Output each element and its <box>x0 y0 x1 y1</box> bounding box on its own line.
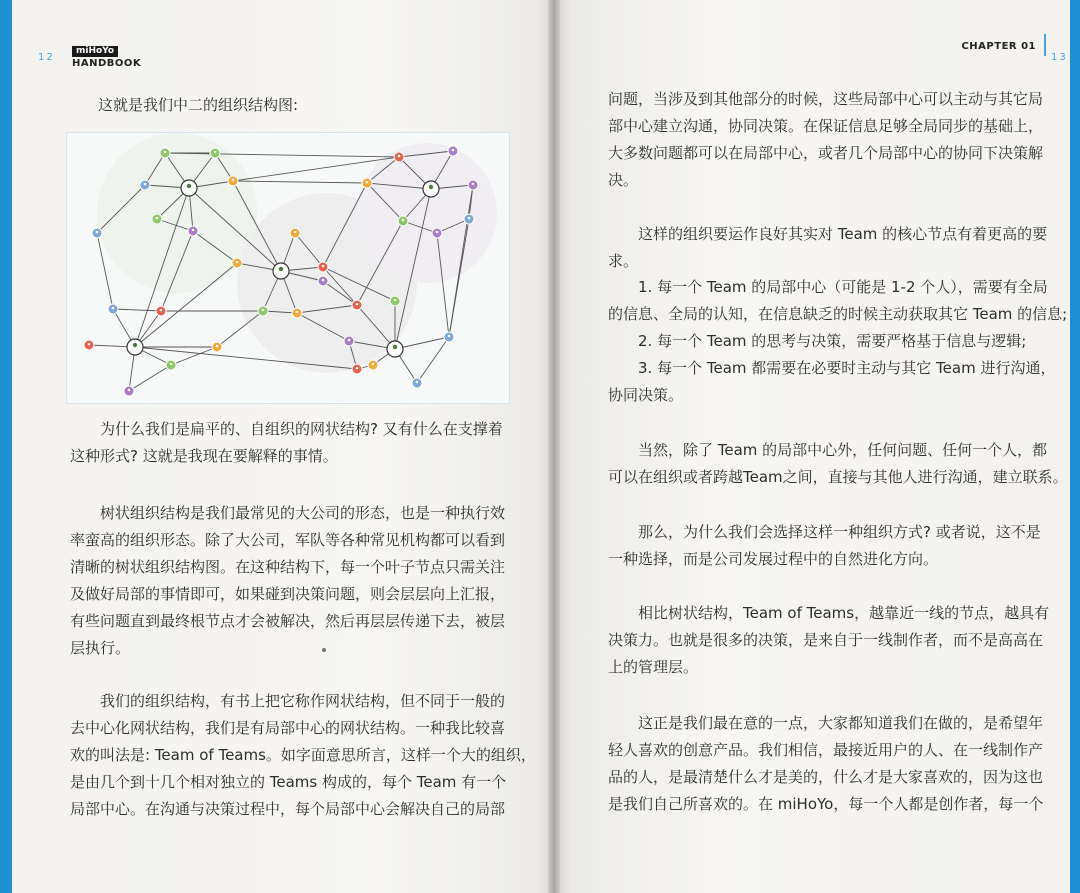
person-node-icon <box>214 151 217 154</box>
text-line: 决。 <box>608 171 639 189</box>
text-line: 这种形式? 这就是我现在要解释的事情。 <box>70 447 338 465</box>
person-node-icon <box>402 219 405 222</box>
text-line: 树状组织结构是我们最常见的大公司的形态，也是一种执行效 <box>100 504 506 522</box>
person-node-icon <box>112 307 115 310</box>
book-edge-right <box>1070 0 1080 893</box>
text-line: 是我们自己所喜欢的。在 miHoYo，每一个人都是创作者，每一个 <box>608 795 1044 813</box>
text-line: 为什么我们是扁平的、自组织的网状结构? 又有什么在支撑着 <box>100 420 503 438</box>
person-node-icon <box>348 339 351 342</box>
person-node-icon <box>322 265 325 268</box>
brand-title: HANDBOOK <box>72 58 142 69</box>
text-line: 相比树状结构，Team of Teams，越靠近一线的节点，越具有 <box>638 604 1050 622</box>
person-node-icon <box>366 181 369 184</box>
cluster-blob <box>97 133 257 293</box>
text-line: 轻人喜欢的创意产品。我们相信，最接近用户的人、在一线制作产 <box>608 741 1044 759</box>
person-node-icon <box>416 381 419 384</box>
list-item-line: 3. 每一个 Team 都需要在必要时主动与其它 Team 进行沟通， <box>638 359 1056 377</box>
text-line: 清晰的树状组织结构图。在这种结构下，每一个叶子节点只需关注 <box>70 558 506 576</box>
person-node-icon <box>436 231 439 234</box>
text-line: 这样的组织要运作良好其实对 Team 的核心节点有着更高的要 <box>638 225 1048 243</box>
text-line: 及做好局部的事情即可，如果碰到决策问题，则会层层向上汇报， <box>70 585 506 603</box>
person-node-icon <box>144 183 147 186</box>
paragraph <box>70 416 503 470</box>
person-node-icon <box>156 217 159 220</box>
text-line: 是由几个到十几个相对独立的 Teams 构成的，每个 Team 有一个 <box>70 773 507 791</box>
text-line: 可以在组织或者跨越Team之间，直接与其他人进行沟通，建立联系。 <box>608 468 1068 486</box>
paragraph <box>70 688 536 823</box>
person-node-icon <box>394 299 397 302</box>
text-line: 层执行。 <box>70 639 131 657</box>
text-line: 上的管理层。 <box>608 658 699 676</box>
list-item-line: 协同决策。 <box>608 386 684 404</box>
paragraph <box>608 86 1043 194</box>
book-edge-left <box>0 0 12 893</box>
chapter-divider <box>1044 34 1046 56</box>
requirements-list <box>608 274 1067 409</box>
text-line: 率蛮高的组织形态。除了大公司，军队等各种常见机构都可以看到 <box>70 531 506 549</box>
person-node-icon <box>294 231 297 234</box>
network-diagram <box>67 133 509 403</box>
person-node-icon <box>96 231 99 234</box>
paragraph <box>608 710 1043 818</box>
brand-logo: miHoYo <box>72 46 118 57</box>
text-line: 这正是我们最在意的一点，大家都知道我们在做的，是希望年 <box>638 714 1044 732</box>
list-item-line: 2. 每一个 Team 的思考与决策，需要严格基于信息与逻辑; <box>638 332 1027 350</box>
person-hub-icon <box>393 345 397 349</box>
person-hub-icon <box>187 184 191 188</box>
person-node-icon <box>236 261 239 264</box>
text-line: 当然，除了 Team 的局部中心外，任何问题、任何一个人，都 <box>638 441 1048 459</box>
text-line: 我们的组织结构，有书上把它称作网状结构，但不同于一般的 <box>100 692 506 710</box>
text-line: 部中心建立沟通，协同决策。在保证信息足够全局同步的基础上， <box>608 117 1044 135</box>
person-node-icon <box>452 149 455 152</box>
text-line: 去中心化网状结构，我们是有局部中心的网状结构。一种我比较喜 <box>70 719 506 737</box>
list-item-line: 的信息、全局的认知，在信息缺乏的时候主动获取其它 Team 的信息; <box>608 305 1068 323</box>
paragraph <box>608 437 1068 491</box>
person-hub-icon <box>279 267 283 271</box>
person-node-icon <box>170 363 173 366</box>
org-network-figure <box>66 132 510 404</box>
paragraph <box>70 500 505 662</box>
person-node-icon <box>472 183 475 186</box>
text-line: 欢的叫法是: Team of Teams。如字面意思所言，这样一个大的组织， <box>70 746 536 764</box>
person-node-icon <box>262 309 265 312</box>
text-line: 局部中心。在沟通与决策过程中，每个局部中心会解决自己的局部 <box>70 800 506 818</box>
network-edge <box>129 365 171 391</box>
network-edge <box>113 309 161 311</box>
paragraph <box>608 519 1041 573</box>
paragraph <box>608 221 1047 275</box>
book-gutter <box>548 0 560 893</box>
page-number-right: 13 <box>1051 52 1068 63</box>
person-node-icon <box>88 343 91 346</box>
text-line: 问题，当涉及到其他部分的时候，这些局部中心可以主动与其它局 <box>608 90 1044 108</box>
person-node-icon <box>160 309 163 312</box>
person-node-icon <box>232 179 235 182</box>
text-line: 大多数问题都可以在局部中心，或者几个局部中心的协同下决策解 <box>608 144 1044 162</box>
text-line: 求。 <box>608 252 639 270</box>
text-line: 决策力。也就是很多的决策，是来自于一线制作者，而不是高高在 <box>608 631 1044 649</box>
person-node-icon <box>372 363 375 366</box>
text-line: 有些问题直到最终根节点才会被解决，然后再层层传递下去，被层 <box>70 612 506 630</box>
text-line: 一种选择，而是公司发展过程中的自然进化方向。 <box>608 550 939 568</box>
person-node-icon <box>468 217 471 220</box>
person-node-icon <box>128 389 131 392</box>
network-edge <box>171 347 217 365</box>
person-node-icon <box>356 303 359 306</box>
list-item-line: 1. 每一个 Team 的局部中心（可能是 1-2 个人），需要有全局 <box>638 278 1048 296</box>
text-line: 那么，为什么我们会选择这样一种组织方式? 或者说，这不是 <box>638 523 1041 541</box>
brand-mark <box>72 40 141 69</box>
person-node-icon <box>216 345 219 348</box>
person-node-icon <box>398 155 401 158</box>
person-node-icon <box>448 335 451 338</box>
person-hub-icon <box>429 185 433 189</box>
text-line: 品的人，是最清楚什么才是美的，什么才是大家喜欢的，因为这也 <box>608 768 1044 786</box>
person-node-icon <box>192 229 195 232</box>
figure-intro: 这就是我们中二的组织结构图: <box>98 96 299 114</box>
network-edge <box>233 181 367 183</box>
person-node-icon <box>164 151 167 154</box>
person-node-icon <box>356 367 359 370</box>
chapter-label: CHAPTER 01 <box>961 41 1036 52</box>
page-number-left: 12 <box>38 52 55 63</box>
person-node-icon <box>322 279 325 282</box>
person-node-icon <box>296 311 299 314</box>
paragraph <box>608 600 1049 681</box>
print-speck <box>322 648 326 652</box>
cluster-blob <box>357 143 497 283</box>
person-hub-icon <box>133 343 137 347</box>
network-edge <box>417 337 449 383</box>
